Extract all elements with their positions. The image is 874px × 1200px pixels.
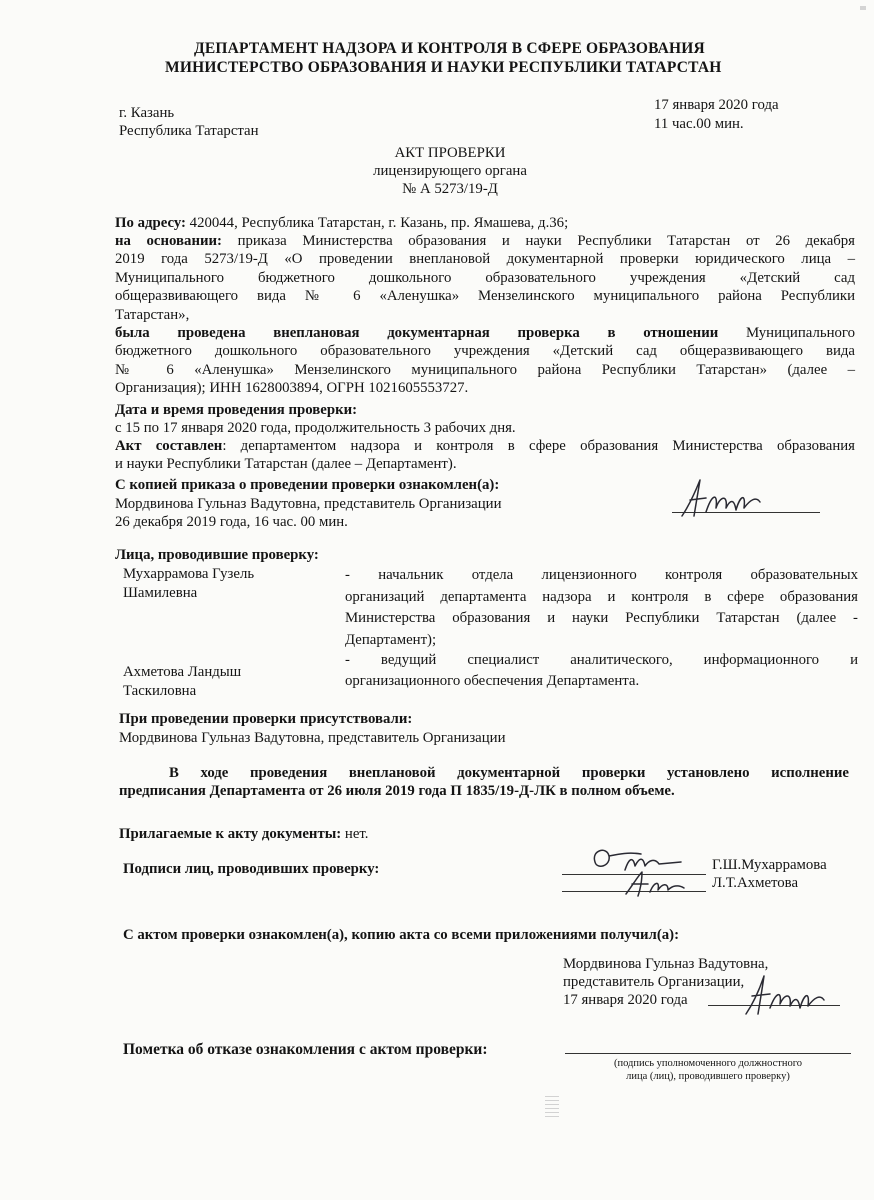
attachments	[119, 825, 368, 843]
signatures-label: Подписи лиц, проводивших проверку:	[123, 861, 380, 877]
basis-line-4: общеразвивающего вида № 6 «Аленушка» Мензелинского муниципального района Республики	[115, 288, 855, 305]
refusal-colon: :	[482, 1041, 488, 1058]
conducted-paragraph	[115, 324, 855, 398]
city: г. Казань	[119, 105, 175, 121]
order-copy-label: С копией приказа о проведении проверки ознакомлен(а):	[115, 477, 500, 493]
compiled-label: Акт составлен	[115, 438, 223, 454]
present-label: При проведении проверки присутствовали:	[119, 711, 413, 727]
region: Республика Татарстан	[119, 123, 259, 139]
signer-1: Г.Ш.Мухаррамова	[712, 857, 827, 873]
act-subtitle: лицензирующего органа	[373, 163, 527, 179]
scan-mark	[860, 6, 866, 10]
compiled-line-1: : департаментом надзора и контроля в сфере образования Министерства образования	[222, 438, 855, 454]
conducted-label: была проведена внеплановая документарная проверка в отношении	[115, 325, 719, 341]
inspectors-label: Лица, проводившие проверку:	[115, 547, 319, 563]
act-date: 17 января 2020 года	[654, 97, 779, 113]
inspector-1-description	[345, 565, 858, 651]
finding-line-1: В ходе проведения внеплановой документарной проверки установлено исполнение	[169, 765, 849, 781]
address-text: 420044, Республика Татарстан, г. Казань, пр. Ямашева, д.36;	[185, 215, 569, 231]
signature-mordvinova-1	[676, 474, 766, 522]
address	[115, 214, 568, 232]
acknowledge-label: С актом проверки ознакомлен(а), копию акта со всеми приложениями получил(а):	[123, 927, 680, 943]
scan-mark	[545, 1095, 559, 1117]
conducted-line-2: бюджетного дошкольного образовательного учреждения «Детский сад общеразвивающего вида	[115, 343, 855, 360]
acknowledge-name: Мордвинова Гульназ Вадутовна,	[563, 956, 769, 972]
refusal-note-1: (подпись уполномоченного должностного	[613, 1058, 803, 1069]
header-line-2: МИНИСТЕРСТВО ОБРАЗОВАНИЯ И НАУКИ РЕСПУБЛИКИ ТАТАРСТАН	[165, 59, 722, 76]
basis-line-5: Татарстан»,	[115, 306, 190, 323]
basis-label: на основании:	[115, 233, 222, 249]
finding-line-2: предписания Департамента от 26 июля 2019 года П 1835/19-Д-ЛК в полном объеме.	[119, 783, 675, 800]
header-line-1: ДЕПАРТАМЕНТ НАДЗОРА И КОНТРОЛЯ В СФЕРЕ ОБРАЗОВАНИЯ	[194, 40, 705, 57]
inspector-1-desc-2: организаций департамента надзора и контроля в сфере образования	[345, 588, 858, 605]
conducted-line-4: Организация); ИНН 1628003894, ОГРН 1021605553727.	[115, 380, 469, 397]
compiled-line-2: и науки Республики Татарстан (далее – Департамент).	[115, 456, 457, 473]
inspector-2-desc-2: организационного обеспечения Департамента.	[345, 673, 640, 689]
inspector-2-desc-1: - ведущий специалист аналитического, информационного и	[345, 652, 858, 668]
signature-akhmetova	[620, 868, 690, 898]
conducted-line-3: № 6 «Аленушка» Мензелинского муниципального района Республики Татарстан» (далее –	[115, 361, 855, 378]
inspector-2-name-1: Ахметова Ландыш	[123, 664, 242, 680]
inspector-2-description	[345, 650, 858, 692]
attachments-text: нет.	[341, 826, 369, 842]
acknowledge-role: представитель Организации,	[563, 974, 745, 990]
act-time: 11 час.00 мин.	[654, 116, 744, 132]
signature-mordvinova-2	[738, 972, 828, 1018]
inspector-1-desc-1: - начальник отдела лицензионного контроля образовательных	[345, 567, 858, 583]
inspector-1-desc-3: Министерства образования и науки Республики Татарстан (далее -	[345, 610, 858, 627]
act-number: № А 5273/19-Д	[402, 181, 498, 197]
basis-line-2: 2019 года 5273/19-Д «О проведении внеплановой документарной проверки юридического лица –	[115, 251, 855, 268]
order-copy-name: Мордвинова Гульназ Вадутовна, представитель Организации	[115, 496, 502, 512]
inspector-1-name-2: Шамилевна	[123, 585, 198, 601]
address-label: По адресу:	[115, 215, 186, 231]
finding-paragraph	[119, 764, 849, 801]
refusal-label: Пометка об отказе ознакомления с актом проверки	[123, 1041, 483, 1058]
act-title: АКТ ПРОВЕРКИ	[394, 145, 506, 161]
attachments-label: Прилагаемые к акту документы:	[119, 826, 342, 842]
basis-paragraph	[115, 232, 855, 324]
inspector-1-desc-4: Департамент);	[345, 631, 437, 648]
conducted-line-1: Муниципального	[718, 325, 855, 341]
signer-2: Л.Т.Ахметова	[712, 875, 799, 891]
inspection-date-label: Дата и время проведения проверки:	[115, 402, 358, 418]
present-text: Мордвинова Гульназ Вадутовна, представитель Организации	[119, 730, 506, 746]
refusal-note-2: лица (лиц), проводившего проверку)	[626, 1071, 790, 1082]
refusal-signature-line	[565, 1053, 851, 1054]
inspector-1-name-1: Мухаррамова Гузель	[123, 566, 255, 582]
basis-line-3: Муниципального бюджетного дошкольного образовательного учреждения «Детский сад	[115, 269, 855, 286]
refusal-label-wrap	[123, 1041, 488, 1059]
inspection-date-text: с 15 по 17 января 2020 года, продолжительность 3 рабочих дня.	[115, 420, 516, 436]
compiled-paragraph	[115, 437, 855, 474]
inspector-2-name-2: Таскиловна	[123, 683, 197, 699]
basis-line-1: приказа Министерства образования и науки Республики Татарстан от 26 декабря	[221, 233, 855, 249]
order-copy-date: 26 декабря 2019 года, 16 час. 00 мин.	[115, 514, 348, 530]
acknowledge-date: 17 января 2020 года	[563, 992, 688, 1008]
